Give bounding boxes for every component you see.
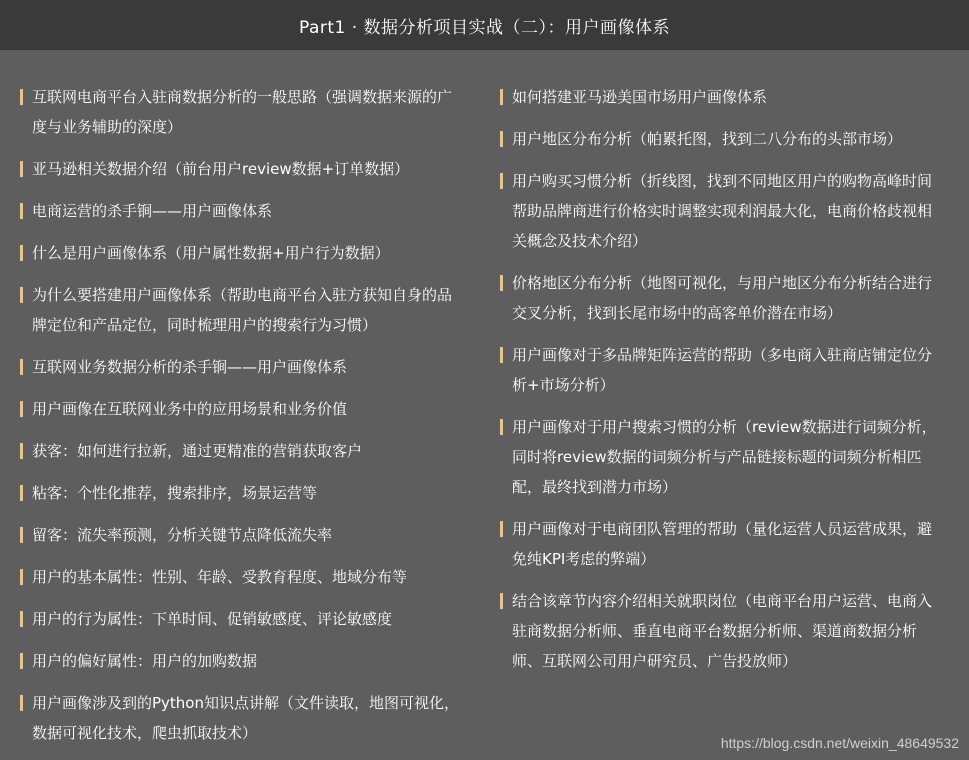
outline-item: 互联网电商平台入驻商数据分析的一般思路（强调数据来源的广度与业务辅助的深度） [20, 82, 460, 142]
right-outline-column [500, 82, 940, 688]
outline-item: 用户的行为属性：下单时间、促销敏感度、评论敏感度 [20, 604, 460, 634]
outline-item: 用户的偏好属性：用户的加购数据 [20, 646, 460, 676]
outline-item: 用户的基本属性：性别、年龄、受教育程度、地域分布等 [20, 562, 460, 592]
outline-item: 用户地区分布分析（帕累托图，找到二八分布的头部市场） [500, 124, 940, 154]
outline-item: 价格地区分布分析（地图可视化，与用户地区分布分析结合进行交叉分析，找到长尾市场中的高客单价潜在市场） [500, 268, 940, 328]
outline-item: 亚马逊相关数据介绍（前台用户review数据+订单数据） [20, 154, 460, 184]
outline-item: 用户画像对于多品牌矩阵运营的帮助（多电商入驻商店铺定位分析+市场分析） [500, 340, 940, 400]
outline-item: 用户画像对于用户搜索习惯的分析（review数据进行词频分析，同时将review数据的词频分析与产品链接标题的词频分析相匹配，最终找到潜力市场） [500, 412, 940, 502]
page-title: Part1 · 数据分析项目实战（二）：用户画像体系 [298, 17, 671, 38]
outline-item: 什么是用户画像体系（用户属性数据+用户行为数据） [20, 238, 460, 268]
outline-item: 如何搭建亚马逊美国市场用户画像体系 [500, 82, 940, 112]
outline-item: 电商运营的杀手锏——用户画像体系 [20, 196, 460, 226]
page-header [0, 0, 969, 50]
outline-item: 结合该章节内容介绍相关就职岗位（电商平台用户运营、电商入驻商数据分析师、垂直电商平台数据分析师、渠道商数据分析师、互联网公司用户研究员、广告投放师） [500, 586, 940, 676]
watermark-url: https://blog.csdn.net/weixin_48649532 [720, 735, 959, 751]
left-outline-column [20, 82, 460, 760]
outline-item: 获客：如何进行拉新，通过更精准的营销获取客户 [20, 436, 460, 466]
outline-item: 留客：流失率预测，分析关键节点降低流失率 [20, 520, 460, 550]
outline-item: 用户购买习惯分析（折线图，找到不同地区用户的购物高峰时间帮助品牌商进行价格实时调整实现利润最大化，电商价格歧视相关概念及技术介绍） [500, 166, 940, 256]
outline-item: 互联网业务数据分析的杀手锏——用户画像体系 [20, 352, 460, 382]
outline-item: 用户画像在互联网业务中的应用场景和业务价值 [20, 394, 460, 424]
outline-item: 用户画像对于电商团队管理的帮助（量化运营人员运营成果，避免纯KPI考虑的弊端） [500, 514, 940, 574]
outline-item: 粘客：个性化推荐，搜索排序，场景运营等 [20, 478, 460, 508]
outline-item: 为什么要搭建用户画像体系（帮助电商平台入驻方获知自身的品牌定位和产品定位，同时梳理用户的搜索行为习惯） [20, 280, 460, 340]
outline-item: 用户画像涉及到的Python知识点讲解（文件读取，地图可视化，数据可视化技术，爬虫抓取技术） [20, 688, 460, 748]
